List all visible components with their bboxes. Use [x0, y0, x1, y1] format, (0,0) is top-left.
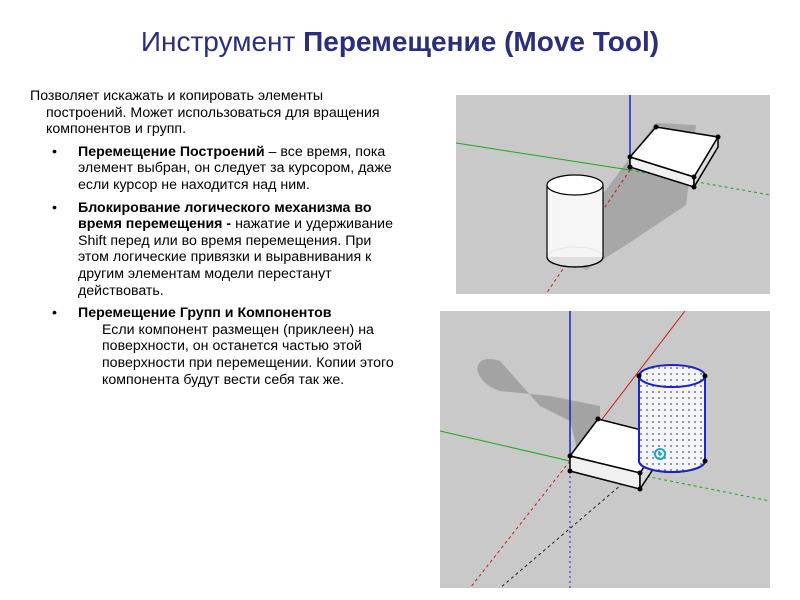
- bullet-text: Если компонент размещен (приклеен) на поверхности, он останется частью этой поверхности при перемещении. Копии этого компонента будут вести себя так же.: [102, 321, 394, 388]
- move-construction-illustration: [456, 95, 770, 294]
- bullet-heading: Блокирование логического механизма во время перемещения -: [78, 199, 372, 233]
- intro-paragraph: Позволяет искажать и копировать элементы построений. Может использоваться для вращения компонентов и групп.: [30, 88, 380, 138]
- bullet-move-groups: [30, 305, 400, 388]
- green-axis: [440, 431, 570, 461]
- description-text: [30, 88, 400, 394]
- bullet-list: [30, 144, 400, 388]
- title-bold: Перемещение (Move Tool): [303, 26, 660, 57]
- title-normal: Инструмент: [140, 26, 296, 57]
- bullet-text: нажатие и удерживание Shift перед или во время перемещения. При этом логические привязки и выравнивания к другим элементам модели перестанут действовать.: [78, 216, 393, 299]
- green-axis: [456, 143, 630, 170]
- bullet-text: – все время, пока элемент выбран, он следует за курсором, даже если курсор не находится над ним.: [78, 143, 392, 193]
- bullet-lock-inference: [30, 200, 400, 300]
- bullet-heading: Перемещение Построений: [78, 143, 265, 160]
- bullet-move-construction: [30, 144, 400, 194]
- move-component-illustration: [440, 311, 770, 588]
- bullet-heading: Перемещение Групп и Компонентов: [78, 305, 332, 322]
- page-title: [0, 26, 800, 58]
